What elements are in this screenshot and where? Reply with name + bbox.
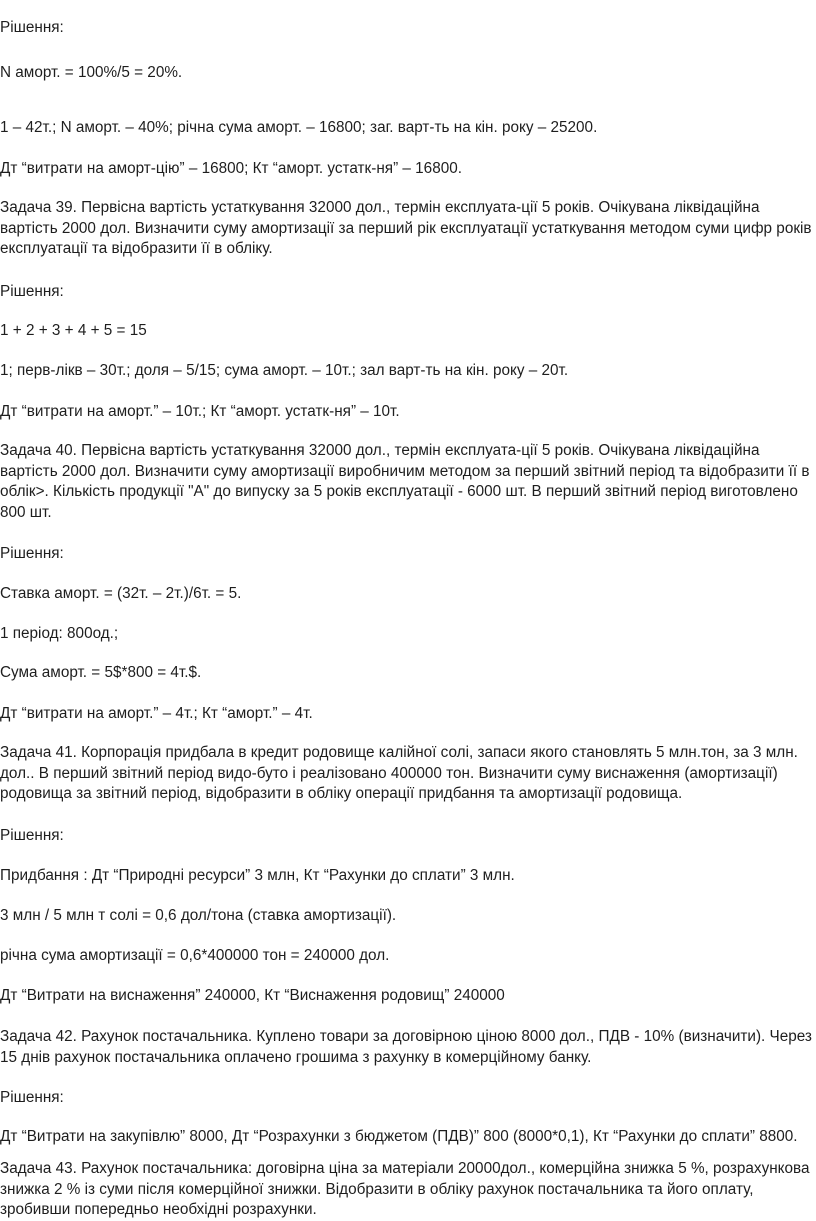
paragraph-norm-formula: N аморт. = 100%/5 = 20%. bbox=[0, 64, 183, 81]
paragraph-rate-formula: Ставка аморт. = (32т. – 2т.)/6т. = 5. bbox=[0, 585, 242, 602]
paragraph-solution-label: Рішення: bbox=[0, 19, 64, 36]
paragraph-year-calc: 1 – 42т.; N аморт. – 40%; річна сума аморт. – 16800; заг. варт-ть на кін. року – 25200. bbox=[0, 119, 598, 136]
paragraph-entry: Дт “витрати на аморт-цію” – 16800; Кт “аморт. устатк-ня” – 16800. bbox=[0, 160, 462, 177]
paragraph-entry: Дт “Витрати на виснаження” 240000, Кт “Виснаження родовищ” 240000 bbox=[0, 987, 505, 1004]
paragraph-task-41: Задача 41. Корпорація придбала в кредит родовище калійної солі, запаси якого становлять 5 млн.тон, за 3 млн. дол.. В перший звітний період видо-буто і реалізовано 400000 тон. Визначити суму виснаження (амортизації) родовища за звітний період, відобразити в обліку операції придбання та амортизації родовища. bbox=[0, 744, 803, 802]
paragraph-solution-label: Рішення: bbox=[0, 1089, 64, 1106]
paragraph-task-43: Задача 43. Рахунок постачальника: договірна ціна за матеріали 20000дол., комерційна знижка 5 %, розрахункова знижка 2 % із суми після комерційної знижки. Відобразити в обліку рахунок постачальника та його оплату, зробивши попередньо необхідні розрахунки. bbox=[0, 1160, 814, 1218]
paragraph-solution-label: Рішення: bbox=[0, 827, 64, 844]
paragraph-sum-formula: Сума аморт. = 5$*800 = 4т.$. bbox=[0, 664, 202, 681]
paragraph-purchase-entry: Придбання : Дт “Природні ресурси” 3 млн, Кт “Рахунки до сплати” 3 млн. bbox=[0, 867, 515, 884]
paragraph-solution-label: Рішення: bbox=[0, 545, 64, 562]
paragraph-sum-digits: 1 + 2 + 3 + 4 + 5 = 15 bbox=[0, 322, 147, 339]
paragraph-solution-label: Рішення: bbox=[0, 283, 64, 300]
paragraph-entry: Дт “витрати на аморт.” – 4т.; Кт “аморт.” – 4т. bbox=[0, 705, 313, 722]
paragraph-year-calc: 1; перв-лікв – 30т.; доля – 5/15; сума аморт. – 10т.; зал варт-ть на кін. року – 20т. bbox=[0, 362, 569, 379]
paragraph-period: 1 період: 800од.; bbox=[0, 625, 119, 642]
paragraph-task-40: Задача 40. Первісна вартість устаткування 32000 дол., термін експлуата-ції 5 років. Очікувана ліквідаційна вартість 2000 дол. Визначити суму амортизації виробничим методом за перший звітний період та відобразити її в облік>. Кількість продукції "А" до випуску за 5 років експлуатації - 6000 шт. В перший звітний період виготовлено 800 шт. bbox=[0, 442, 814, 521]
paragraph-annual-sum: річна сума амортизації = 0,6*400000 тон = 240000 дол. bbox=[0, 947, 390, 964]
paragraph-rate-formula: 3 млн / 5 млн т солі = 0,6 дол/тона (ставка амортизації). bbox=[0, 907, 397, 924]
paragraph-entry: Дт “витрати на аморт.” – 10т.; Кт “аморт. устатк-ня” – 10т. bbox=[0, 403, 400, 420]
paragraph-entry: Дт “Витрати на закупівлю” 8000, Дт “Розрахунки з бюджетом (ПДВ)” 800 (8000*0,1), Кт “Рахунки до сплати” 8800. bbox=[0, 1128, 798, 1145]
paragraph-task-42: Задача 42. Рахунок постачальника. Куплено товари за договірною ціною 8000 дол., ПДВ - 10% (визначити). Через 15 днів рахунок постачальника оплачено грошима з рахунку в комерційному банку. bbox=[0, 1028, 816, 1066]
paragraph-task-39: Задача 39. Первісна вартість устаткування 32000 дол., термін експлуата-ції 5 років. Очікувана ліквідаційна вартість 2000 дол. Визначити суму амортизації за перший рік експлуатації устаткування методом суми цифр років експлуатації та відобразити її в обліку. bbox=[0, 199, 816, 257]
